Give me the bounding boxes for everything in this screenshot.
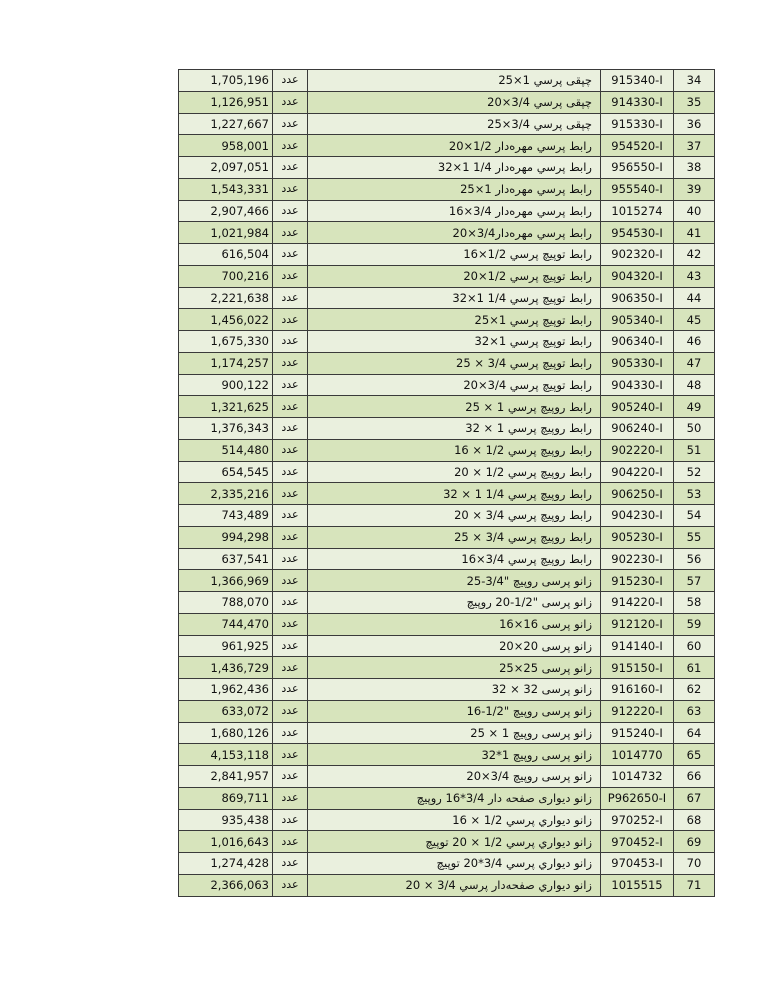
unit-cell: عدد [273,505,308,527]
row-number-cell: 51 [674,439,715,461]
row-number-cell: 57 [674,570,715,592]
item-code-cell: 902230-I [601,548,674,570]
table-body [179,70,715,897]
unit-cell: عدد [273,483,308,505]
item-name-cell: زانو دیواري صفحه‌دار پرسي 3/4 × 20 [308,874,601,896]
table-row [179,352,715,374]
item-code-cell: 915340-I [601,70,674,92]
item-name-cell: زانو پرسی روپیچ 1 × 25 [308,722,601,744]
item-code-cell: 954520-I [601,135,674,157]
price-cell: 2,097,051 [179,157,273,179]
row-number-cell: 44 [674,287,715,309]
table-row [179,309,715,331]
item-code-cell: 914330-I [601,91,674,113]
item-name-cell: زانو دیواری صفحه دار 3/4*16 روپیچ [308,787,601,809]
row-number-cell: 65 [674,744,715,766]
row-number-cell: 64 [674,722,715,744]
price-cell: 788,070 [179,592,273,614]
item-code-cell: 914220-I [601,592,674,614]
item-name-cell: رابط روپیچ پرسي 1/2 × 20 [308,461,601,483]
price-table [178,69,715,897]
row-number-cell: 49 [674,396,715,418]
unit-cell: عدد [273,592,308,614]
price-cell: 935,438 [179,809,273,831]
price-cell: 1,126,951 [179,91,273,113]
unit-cell: عدد [273,831,308,853]
table-row [179,700,715,722]
price-cell: 700,216 [179,265,273,287]
unit-cell: عدد [273,178,308,200]
row-number-cell: 53 [674,483,715,505]
table-row [179,374,715,396]
unit-cell: عدد [273,787,308,809]
item-name-cell: رابط روپیچ پرسي 1 × 32 [308,418,601,440]
price-cell: 2,841,957 [179,766,273,788]
item-name-cell: رابط توپیچ پرسي 1/2×20 [308,265,601,287]
item-code-cell: 905330-I [601,352,674,374]
item-code-cell: 906350-I [601,287,674,309]
table-row [179,265,715,287]
item-name-cell: رابط روپیچ پرسي 1/4 1 × 32 [308,483,601,505]
unit-cell: عدد [273,766,308,788]
item-name-cell: رابط توپیچ پرسي 1/2×16 [308,244,601,266]
item-code-cell: 902220-I [601,439,674,461]
table-row [179,396,715,418]
unit-cell: عدد [273,874,308,896]
unit-cell: عدد [273,352,308,374]
price-cell: 2,366,063 [179,874,273,896]
table-row [179,635,715,657]
item-name-cell: رابط روپیچ پرسي 3/4 × 20 [308,505,601,527]
table-row [179,200,715,222]
item-name-cell: رابط توپیچ پرسي 3/4 × 25 [308,352,601,374]
table-row [179,91,715,113]
table-row [179,874,715,896]
price-cell: 4,153,118 [179,744,273,766]
item-name-cell: رابط روپیچ پرسي 3/4×16 [308,548,601,570]
price-cell: 1,016,643 [179,831,273,853]
row-number-cell: 50 [674,418,715,440]
row-number-cell: 67 [674,787,715,809]
item-name-cell: رابط روپیچ پرسي 1/2 × 16 [308,439,601,461]
table-row [179,505,715,527]
price-cell: 637,541 [179,548,273,570]
price-cell: 1,174,257 [179,352,273,374]
item-name-cell: رابط روپیچ پرسي 1 × 25 [308,396,601,418]
row-number-cell: 45 [674,309,715,331]
item-name-cell: زانو پرسی روپیچ "1/2-16 [308,700,601,722]
item-name-cell: زانو پرسی "1/2-20 روپیچ [308,592,601,614]
price-cell: 2,335,216 [179,483,273,505]
item-code-cell: 904220-I [601,461,674,483]
item-name-cell: رابط توپیچ پرسي 1×25 [308,309,601,331]
price-cell: 633,072 [179,700,273,722]
row-number-cell: 66 [674,766,715,788]
unit-cell: عدد [273,113,308,135]
table-row [179,592,715,614]
item-code-cell: 970252-I [601,809,674,831]
table-row [179,526,715,548]
item-name-cell: رابط پرسي مهره‌دار 3/4×16 [308,200,601,222]
price-cell: 1,227,667 [179,113,273,135]
item-code-cell: 912120-I [601,613,674,635]
item-code-cell: P962650-I [601,787,674,809]
row-number-cell: 59 [674,613,715,635]
table-row [179,331,715,353]
row-number-cell: 36 [674,113,715,135]
unit-cell: عدد [273,439,308,461]
unit-cell: عدد [273,635,308,657]
unit-cell: عدد [273,244,308,266]
table-row [179,157,715,179]
item-code-cell: 905230-I [601,526,674,548]
unit-cell: عدد [273,374,308,396]
price-cell: 744,470 [179,613,273,635]
price-cell: 1,376,343 [179,418,273,440]
table-row [179,287,715,309]
item-name-cell: رابط پرسي مهره‌دار 1/2×20 [308,135,601,157]
price-cell: 743,489 [179,505,273,527]
table-row [179,853,715,875]
row-number-cell: 62 [674,679,715,701]
unit-cell: عدد [273,526,308,548]
row-number-cell: 61 [674,657,715,679]
table-row [179,113,715,135]
item-code-cell: 906240-I [601,418,674,440]
table-row [179,439,715,461]
unit-cell: عدد [273,309,308,331]
unit-cell: عدد [273,461,308,483]
item-code-cell: 906340-I [601,331,674,353]
table-row [179,461,715,483]
row-number-cell: 42 [674,244,715,266]
unit-cell: عدد [273,744,308,766]
price-cell: 654,545 [179,461,273,483]
item-name-cell: زانو دیواري پرسي 1/2 × 16 [308,809,601,831]
item-name-cell: چپقی پرسي 1×25 [308,70,601,92]
row-number-cell: 70 [674,853,715,875]
item-code-cell: 904230-I [601,505,674,527]
table-row [179,483,715,505]
unit-cell: عدد [273,548,308,570]
unit-cell: عدد [273,809,308,831]
unit-cell: عدد [273,331,308,353]
unit-cell: عدد [273,222,308,244]
row-number-cell: 41 [674,222,715,244]
row-number-cell: 47 [674,352,715,374]
price-cell: 616,504 [179,244,273,266]
item-code-cell: 970452-I [601,831,674,853]
unit-cell: عدد [273,265,308,287]
row-number-cell: 39 [674,178,715,200]
item-code-cell: 912220-I [601,700,674,722]
table-row [179,657,715,679]
item-code-cell: 902320-I [601,244,674,266]
price-cell: 1,675,330 [179,331,273,353]
item-name-cell: زانو دیواري پرسي 3/4*20 توپیچ [308,853,601,875]
price-cell: 514,480 [179,439,273,461]
item-name-cell: زانو پرسی 32 × 32 [308,679,601,701]
price-cell: 1,543,331 [179,178,273,200]
item-name-cell: زانو دیواري پرسي 1/2 × 20 توپیچ [308,831,601,853]
unit-cell: عدد [273,570,308,592]
item-name-cell: زانو پرسی 25×25 [308,657,601,679]
item-name-cell: رابط توپیچ پرسي 3/4×20 [308,374,601,396]
unit-cell: عدد [273,157,308,179]
table-row [179,722,715,744]
table-row [179,809,715,831]
table-row [179,222,715,244]
item-code-cell: 914140-I [601,635,674,657]
item-code-cell: 906250-I [601,483,674,505]
table-row [179,744,715,766]
item-name-cell: زانو پرسی 20×20 [308,635,601,657]
item-name-cell: زانو پرسی روپیچ 1*32 [308,744,601,766]
price-cell: 1,962,436 [179,679,273,701]
item-code-cell: 1014732 [601,766,674,788]
item-name-cell: زانو پرسی روپیچ "3/4-25 [308,570,601,592]
row-number-cell: 58 [674,592,715,614]
item-code-cell: 1015274 [601,200,674,222]
price-cell: 961,925 [179,635,273,657]
item-code-cell: 1015515 [601,874,674,896]
table-row [179,766,715,788]
row-number-cell: 54 [674,505,715,527]
unit-cell: عدد [273,135,308,157]
row-number-cell: 55 [674,526,715,548]
unit-cell: عدد [273,418,308,440]
item-name-cell: رابط پرسي مهره‌دار 1×25 [308,178,601,200]
unit-cell: عدد [273,853,308,875]
unit-cell: عدد [273,287,308,309]
row-number-cell: 34 [674,70,715,92]
item-name-cell: رابط روپیچ پرسي 3/4 × 25 [308,526,601,548]
price-cell: 2,221,638 [179,287,273,309]
row-number-cell: 69 [674,831,715,853]
unit-cell: عدد [273,657,308,679]
table-row [179,135,715,157]
table-row [179,570,715,592]
item-code-cell: 955540-I [601,178,674,200]
item-name-cell: زانو پرسی روپیچ 3/4×20 [308,766,601,788]
price-cell: 994,298 [179,526,273,548]
item-code-cell: 915240-I [601,722,674,744]
item-name-cell: زانو پرسی 16×16 [308,613,601,635]
price-cell: 1,321,625 [179,396,273,418]
price-cell: 1,274,428 [179,853,273,875]
price-cell: 1,680,126 [179,722,273,744]
table-row [179,244,715,266]
item-name-cell: چپقی پرسي 3/4×25 [308,113,601,135]
unit-cell: عدد [273,200,308,222]
price-cell: 1,021,984 [179,222,273,244]
table-row [179,831,715,853]
item-name-cell: رابط پرسي مهره‌دار 1/4 1×32 [308,157,601,179]
item-name-cell: چپقی پرسي 3/4×20 [308,91,601,113]
item-code-cell: 1014770 [601,744,674,766]
item-code-cell: 915150-I [601,657,674,679]
unit-cell: عدد [273,91,308,113]
row-number-cell: 71 [674,874,715,896]
price-cell: 869,711 [179,787,273,809]
item-name-cell: رابط پرسي مهره‌دار3/4×20 [308,222,601,244]
item-code-cell: 904330-I [601,374,674,396]
table-row [179,679,715,701]
row-number-cell: 48 [674,374,715,396]
row-number-cell: 40 [674,200,715,222]
row-number-cell: 52 [674,461,715,483]
table-row [179,70,715,92]
item-code-cell: 956550-I [601,157,674,179]
price-cell: 2,907,466 [179,200,273,222]
price-cell: 900,122 [179,374,273,396]
unit-cell: عدد [273,613,308,635]
unit-cell: عدد [273,396,308,418]
item-code-cell: 904320-I [601,265,674,287]
item-code-cell: 905240-I [601,396,674,418]
row-number-cell: 38 [674,157,715,179]
item-name-cell: رابط توپیچ پرسي 1×32 [308,331,601,353]
row-number-cell: 37 [674,135,715,157]
item-code-cell: 916160-I [601,679,674,701]
price-cell: 1,456,022 [179,309,273,331]
item-name-cell: رابط توپیچ پرسي 1/4 1×32 [308,287,601,309]
row-number-cell: 56 [674,548,715,570]
price-cell: 1,705,196 [179,70,273,92]
item-code-cell: 915230-I [601,570,674,592]
table-row [179,418,715,440]
price-cell: 1,366,969 [179,570,273,592]
row-number-cell: 60 [674,635,715,657]
item-code-cell: 954530-I [601,222,674,244]
row-number-cell: 35 [674,91,715,113]
table-row [179,613,715,635]
unit-cell: عدد [273,722,308,744]
unit-cell: عدد [273,700,308,722]
item-code-cell: 905340-I [601,309,674,331]
unit-cell: عدد [273,70,308,92]
unit-cell: عدد [273,679,308,701]
row-number-cell: 68 [674,809,715,831]
price-cell: 1,436,729 [179,657,273,679]
table-row [179,548,715,570]
item-code-cell: 970453-I [601,853,674,875]
table-row [179,178,715,200]
table-row [179,787,715,809]
row-number-cell: 43 [674,265,715,287]
item-code-cell: 915330-I [601,113,674,135]
price-cell: 958,001 [179,135,273,157]
row-number-cell: 46 [674,331,715,353]
row-number-cell: 63 [674,700,715,722]
